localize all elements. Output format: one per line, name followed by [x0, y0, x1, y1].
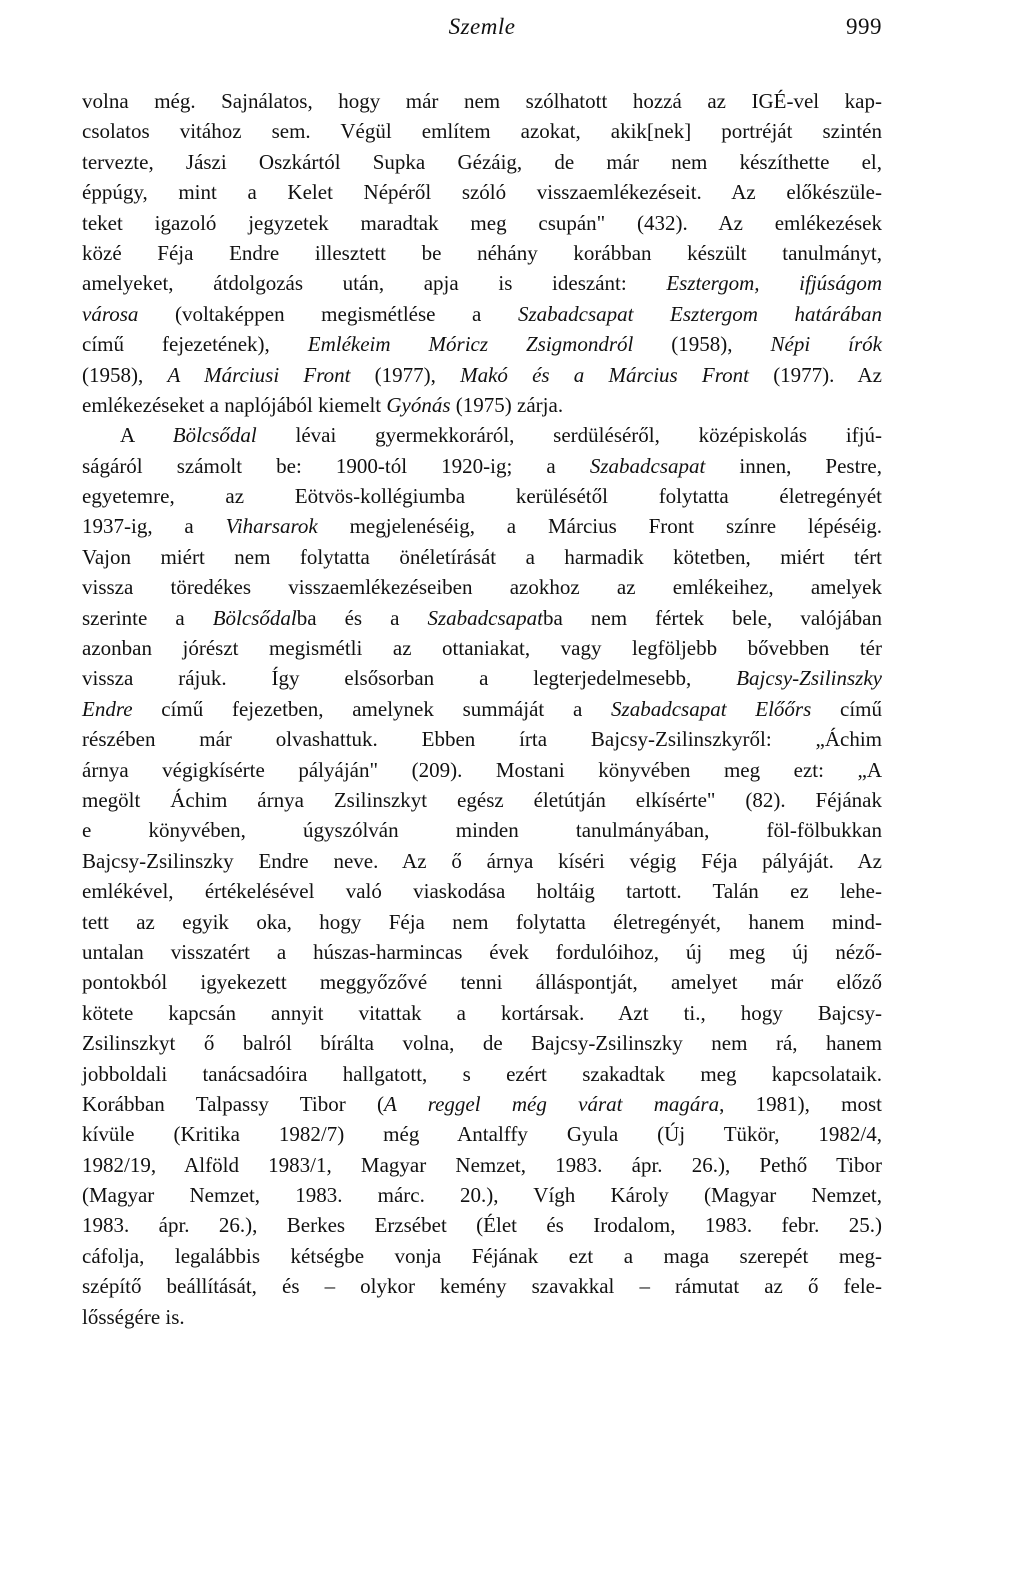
text-segment: 1982/19, Alföld 1983/1, Magyar Nemzet, 1983. ápr. 26.), Pethő Tibor [82, 1152, 882, 1177]
italic-title-text: Esztergom, ifjúságom [666, 271, 882, 296]
text-segment: című fejezetben, amelynek summáját a [132, 696, 612, 721]
text-segment: megjelenéséig, a Március Front színre lépéséig. [317, 514, 882, 539]
italic-title-text: Makó és a Március Front [460, 362, 749, 387]
text-segment: amelyeket, átdolgozás után, apja is ideszánt: [82, 271, 667, 296]
text-line [82, 815, 882, 845]
text-segment: ba nem fértek bele, valójában [543, 605, 882, 630]
italic-title-text: A Márciusi Front [167, 362, 351, 387]
text-segment: megölt Áchim árnya Zsilinszkyt egész életútján elkísérte" (82). Féjának [82, 787, 882, 812]
italic-title-text: Bajcsy-Zsilinszky [736, 666, 882, 691]
text-line [82, 1302, 882, 1332]
text-segment: untalan visszatért a húszas-harmincas évek fordulóihoz, új meg új néző- [82, 939, 882, 964]
text-line [82, 1059, 882, 1089]
text-segment: jobboldali tanácsadóira hallgatott, s ezért szakadtak meg kapcsolataik. [82, 1061, 882, 1086]
text-segment: részében már olvashattuk. Ebben írta Bajcsy-Zsilinszkyről: „Áchim [82, 727, 882, 752]
text-segment: kötete kapcsán annyit vitattak a kortársak. Azt ti., hogy Bajcsy- [82, 1000, 882, 1025]
page-header [82, 14, 882, 52]
text-segment: csolatos vitához sem. Végül említem azokat, akik[nek] portréját szintén [82, 119, 882, 144]
text-line [82, 1119, 882, 1149]
text-segment: pontokból igyekezett meggyőzővé tenni álláspontját, amelyet már előző [82, 970, 882, 995]
text-segment: (1975) zárja. [450, 392, 564, 417]
text-line [82, 420, 882, 450]
text-segment: kívüle (Kritika 1982/7) még Antalffy Gyula (Új Tükör, 1982/4, [82, 1122, 882, 1147]
italic-title-text: Bölcsődal [212, 605, 297, 630]
text-line [82, 238, 882, 268]
body-text [82, 86, 882, 1332]
italic-title-text: Szabadcsapat Esztergom határában [517, 301, 882, 326]
italic-title-text: Emlékeim Móricz Zsigmondról [307, 332, 634, 357]
text-segment: , 1981), most [719, 1091, 882, 1116]
text-segment: 1983. ápr. 26.), Berkes Erzsébet (Élet és Irodalom, 1983. febr. 25.) [82, 1213, 882, 1238]
italic-title-text: Szabadcsapat [589, 453, 706, 478]
text-line [82, 1089, 882, 1119]
text-line [82, 967, 882, 997]
text-line [82, 785, 882, 815]
paragraph [82, 86, 882, 420]
italic-title-text: Népi írók [770, 332, 882, 357]
text-line [82, 299, 882, 329]
text-line [82, 1150, 882, 1180]
text-line [82, 86, 882, 116]
text-line [82, 1241, 882, 1271]
text-line [82, 1210, 882, 1240]
text-segment: Zsilinszkyt ő balról bírálta volna, de Bajcsy-Zsilinszky nem rá, hanem [82, 1031, 882, 1056]
text-line [82, 147, 882, 177]
text-line [82, 360, 882, 390]
text-line [82, 663, 882, 693]
text-segment: 1937-ig, a [82, 514, 226, 539]
text-segment: (1977). Az [748, 362, 882, 387]
text-segment: (Magyar Nemzet, 1983. márc. 20.), Vígh Károly (Magyar Nemzet, [82, 1183, 882, 1208]
text-line [82, 177, 882, 207]
text-segment: teket igazoló jegyzetek maradtak meg csupán" (432). Az emlékezések [82, 210, 882, 235]
page-number: 999 [846, 14, 882, 39]
text-segment: innen, Pestre, [705, 453, 882, 478]
text-line [82, 846, 882, 876]
text-line [82, 998, 882, 1028]
italic-title-text: városa [82, 301, 139, 326]
text-segment: lévai gyermekkoráról, serdüléséről, középiskolás ifjú- [256, 423, 883, 448]
text-line [82, 724, 882, 754]
text-line [82, 572, 882, 602]
text-line [82, 694, 882, 724]
text-line [82, 1180, 882, 1210]
text-segment: Korábban Talpassy Tibor ( [82, 1091, 384, 1116]
text-segment: volna még. Sajnálatos, hogy már nem szólhatott hozzá az IGÉ-vel kap- [82, 89, 882, 113]
text-segment: (voltaképpen megismétlése a [138, 301, 518, 326]
text-segment: Bajcsy-Zsilinszky Endre neve. Az ő árnya kíséri végig Féja pályáját. Az [82, 848, 882, 873]
text-segment: azonban jórészt megismétli az ottaniakat, vagy legföljebb bővebben tér [82, 636, 882, 661]
text-segment: árnya végigkísérte pályáján" (209). Mostani könyvében meg ezt: „A [82, 757, 882, 782]
text-line [82, 390, 882, 420]
text-segment: emlékezéseket a naplójából kiemelt [82, 392, 387, 417]
italic-title-text: Szabadcsapat [427, 605, 543, 630]
paragraph [82, 420, 882, 1332]
text-segment: ba és a [296, 605, 428, 630]
italic-title-text: A reggel még várat magára [383, 1091, 720, 1116]
text-line [82, 268, 882, 298]
text-segment: tervezte, Jászi Oszkártól Supka Gézáig, de már nem készíthette el, [82, 149, 882, 174]
text-segment: e könyvében, úgyszólván minden tanulmányában, föl-fölbukkan [82, 818, 882, 843]
text-segment: emlékével, értékelésével való viaskodása holtáig tartott. Talán ez lehe- [82, 879, 882, 904]
text-segment: közé Féja Endre illesztett be néhány korábban készült tanulmányt, [82, 240, 882, 265]
text-line [82, 633, 882, 663]
text-segment: Vajon miért nem folytatta önéletírását a harmadik kötetben, miért tért [82, 544, 882, 569]
text-line [82, 116, 882, 146]
running-head: Szemle [448, 14, 516, 39]
text-line [82, 907, 882, 937]
italic-title-text: Szabadcsapat Előőrs [611, 696, 812, 721]
text-segment: A [120, 423, 173, 448]
text-segment: (1958), [82, 362, 168, 387]
document-page [82, 14, 882, 1332]
text-line [82, 481, 882, 511]
text-segment: szépítő beállítását, és – olykor kemény szavakkal – rámutat az ő fele- [82, 1274, 882, 1299]
text-segment: egyetemre, az Eötvös-kollégiumba kerülésétől folytatta életregényét [82, 484, 882, 509]
text-segment: tett az egyik oka, hogy Féja nem folytatta életregényét, hanem mind- [82, 909, 882, 934]
text-line [82, 1271, 882, 1301]
italic-title-text: Viharsarok [225, 514, 318, 539]
text-segment: című fejezetének), [82, 332, 308, 357]
italic-title-text: Bölcsődal [172, 423, 257, 448]
text-segment: című [811, 696, 882, 721]
text-line [82, 603, 882, 633]
text-segment: (1958), [633, 332, 771, 357]
text-line [82, 755, 882, 785]
text-line [82, 511, 882, 541]
text-segment: (1977), [350, 362, 461, 387]
text-segment: cáfolja, legalábbis kétségbe vonja Féjának ezt a maga szerepét meg- [82, 1243, 882, 1268]
text-segment: vissza töredékes visszaemlékezéseiben azokhoz az emlékeihez, amelyek [82, 575, 882, 600]
text-line [82, 208, 882, 238]
text-segment: lősségére is. [82, 1304, 185, 1329]
text-segment: vissza rájuk. Így elsősorban a legterjedelmesebb, [82, 666, 737, 691]
text-line [82, 937, 882, 967]
italic-title-text: Gyónás [386, 392, 451, 417]
text-line [82, 1028, 882, 1058]
text-segment: szerinte a [82, 605, 213, 630]
text-segment: ságáról számolt be: 1900-tól 1920-ig; a [82, 453, 590, 478]
text-segment: éppúgy, mint a Kelet Népéről szóló visszaemlékezéseit. Az előkészüle- [82, 180, 882, 205]
italic-title-text: Endre [82, 696, 133, 721]
text-line [82, 876, 882, 906]
text-line [82, 329, 882, 359]
text-line [82, 542, 882, 572]
text-line [82, 451, 882, 481]
